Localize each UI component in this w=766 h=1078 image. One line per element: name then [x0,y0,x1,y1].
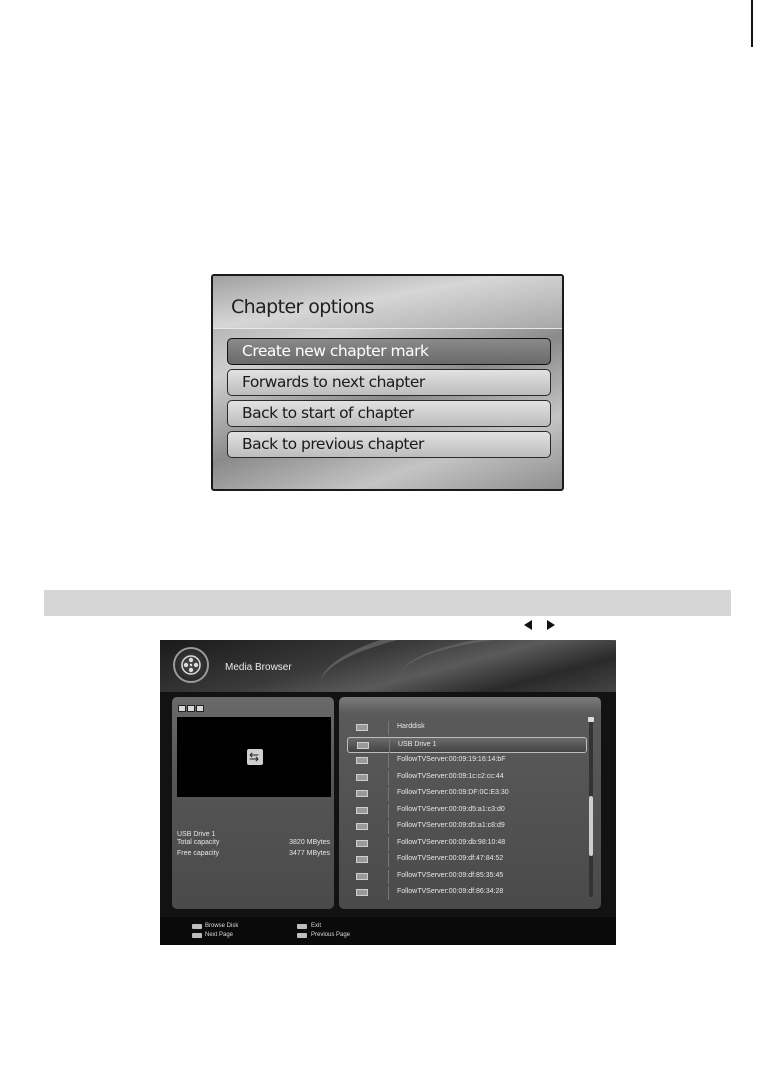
list-item[interactable]: FollowTVServer:00:09:db:98:10:48 [347,836,587,853]
section-heading-bar [44,590,731,616]
scroll-up-icon[interactable] [588,717,594,722]
scrollbar[interactable] [589,721,593,897]
device-list [347,720,587,902]
file-list-panel [339,697,601,909]
exit-label: Exit [311,923,322,929]
red-key-icon [297,933,307,938]
previous-page-label: Previous Page [311,932,351,938]
list-item[interactable]: FollowTVServer:00:09:df:47:84:52 [347,852,587,869]
usb-drive-icon [357,742,369,749]
list-item[interactable]: USB Drive 1 [347,737,587,754]
server-icon [356,757,368,764]
total-capacity-label: Total capacity [177,839,220,846]
server-icon [356,807,368,814]
server-icon [356,856,368,863]
list-item[interactable]: FollowTVServer:00:09:d5:a1:c8:d9 [347,819,587,836]
drive-info-panel [172,697,334,909]
list-item[interactable]: FollowTVServer:00:09:d5:a1:c3:d0 [347,803,587,820]
next-page-label: Next Page [205,932,234,938]
server-icon [356,889,368,896]
stop-icon[interactable] [178,705,186,712]
harddisk-icon [356,724,368,731]
server-icon [356,774,368,781]
list-item[interactable]: FollowTVServer:00:09:DF:0C:E3:30 [347,786,587,803]
ok-key-icon [192,924,202,929]
green-key-icon [192,933,202,938]
scrollbar-thumb[interactable] [589,796,593,856]
start-of-chapter-option[interactable]: Back to start of chapter [227,400,551,427]
server-icon [356,840,368,847]
right-arrow-icon [547,620,555,630]
list-item[interactable]: Harddisk [347,720,587,737]
free-capacity-label: Free capacity [177,850,220,857]
film-reel-icon [173,647,209,683]
previous-chapter-option[interactable]: Back to previous chapter [227,431,551,458]
dialog-header [213,276,562,329]
server-icon [356,823,368,830]
dialog-title: Chapter options [231,296,374,318]
server-icon [356,790,368,797]
chapter-options-dialog [211,274,564,491]
total-capacity-value: 3820 MBytes [289,839,330,846]
chapter-options-list [227,338,551,462]
menu-key-icon [297,924,307,929]
list-item[interactable]: FollowTVServer:00:09:df:86:34:28 [347,885,587,902]
left-arrow-icon [524,620,532,630]
create-chapter-mark-option[interactable]: Create new chapter mark [227,338,551,365]
list-item[interactable]: FollowTVServer:00:09:1c:c2:cc:44 [347,770,587,787]
media-browser-screen [160,640,616,945]
screen-icon[interactable] [196,705,204,712]
mute-icon[interactable] [187,705,195,712]
free-capacity-value: 3477 MBytes [289,850,330,857]
server-icon [356,873,368,880]
preview-window [177,717,331,797]
margin-rule [751,0,753,47]
usb-icon: ⇆ [247,749,263,765]
next-chapter-option[interactable]: Forwards to next chapter [227,369,551,396]
list-item[interactable]: FollowTVServer:00:09:df:85:35:45 [347,869,587,886]
list-item[interactable]: FollowTVServer:00:09:19:16:14:bF [347,753,587,770]
media-browser-header [160,640,616,692]
drive-name: USB Drive 1 [177,831,216,838]
key-legend [160,917,616,945]
browse-disk-label: Browse Disk [205,923,239,929]
media-browser-title: Media Browser [225,662,292,673]
